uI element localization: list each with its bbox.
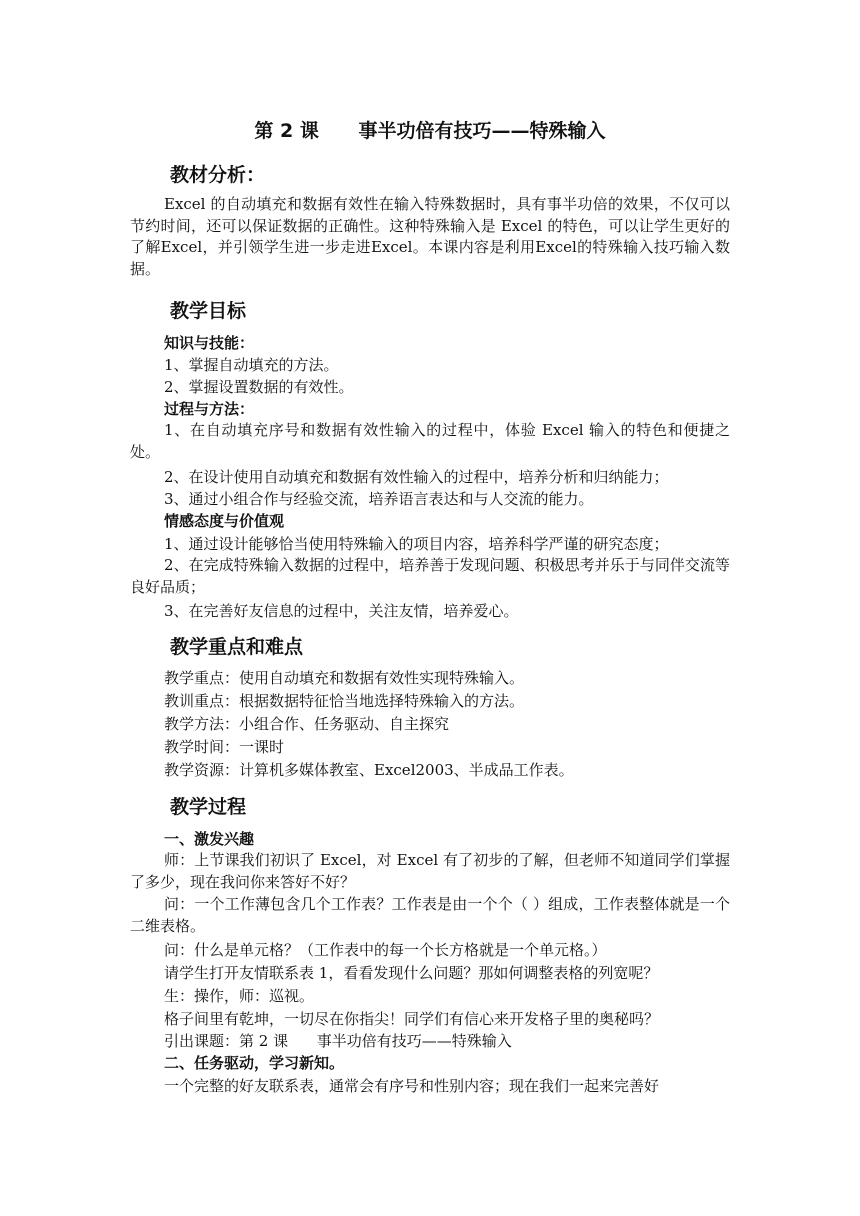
process-paragraph-5: 生：操作，师：巡视。 xyxy=(164,987,315,1005)
process-paragraph-1: 师：上节课我们初识了 Excel，对 Excel 有了初步的了解，但老师不知道同学们掌握了多少，现在我问你来答好不好？ xyxy=(130,851,730,891)
process-method-title: 过程与方法： xyxy=(164,400,255,418)
process-paragraph-4: 请学生打开友情联系表 1，看看发现什么问题？那如何调整表格的列宽呢？ xyxy=(164,964,659,982)
section-1-title: 一、激发兴趣 xyxy=(164,830,255,848)
heading-process: 教学过程 xyxy=(170,796,247,818)
knowledge-item-1: 1、掌握自动填充的方法。 xyxy=(164,356,339,374)
key-point-1: 教学重点：使用自动填充和数据有效性实现特殊输入。 xyxy=(164,669,525,687)
emotion-item-3: 3、在完善好友信息的过程中，关注友情，培养爱心。 xyxy=(164,602,519,620)
process-paragraph-7: 引出课题：第 2 课 事半功倍有技巧——特殊输入 xyxy=(164,1032,512,1050)
process-item-2: 2、在设计使用自动填充和数据有效性输入的过程中，培养分析和归纳能力； xyxy=(164,468,669,486)
emotion-item-1: 1、通过设计能够恰当使用特殊输入的项目内容，培养科学严谨的研究态度； xyxy=(164,535,669,553)
analysis-paragraph: Excel 的自动填充和数据有效性在输入特殊数据时，具有事半功倍的效果，不仅可以节约时间，还可以保证数据的正确性。这种特殊输入是 Excel 的特色，可以让学生更好的了解Excel，并引领学生进一步走进Excel。本课内容是利用Excel的特殊输入技巧输入数据。 xyxy=(130,195,730,278)
key-point-4: 教学时间：一课时 xyxy=(164,738,285,756)
heading-key-points: 教学重点和难点 xyxy=(170,636,304,658)
process-item-1: 1、在自动填充序号和数据有效性输入的过程中，体验 Excel 输入的特色和便捷之处。 xyxy=(130,421,730,461)
lesson-title: 第 2 课 事半功倍有技巧——特殊输入 xyxy=(254,120,606,142)
emotion-item-2: 2、在完成特殊输入数据的过程中，培养善于发现问题、积极思考并乐于与同伴交流等良好品质； xyxy=(130,556,730,596)
process-paragraph-3: 问：什么是单元格？（工作表中的每一个长方格就是一个单元格。） xyxy=(164,941,607,959)
emotion-title: 情感态度与价值观 xyxy=(164,512,285,530)
process-paragraph-8: 一个完整的好友联系表，通常会有序号和性别内容；现在我们一起来完善好 xyxy=(164,1077,660,1095)
knowledge-title: 知识与技能： xyxy=(164,334,255,352)
key-point-5: 教学资源：计算机多媒体教室、Excel2003、半成品工作表。 xyxy=(164,761,574,779)
knowledge-item-2: 2、掌握设置数据的有效性。 xyxy=(164,378,354,396)
process-paragraph-2: 问：一个工作薄包含几个工作表？工作表是由一个个（ ）组成，工作表整体就是一个二维表格。 xyxy=(130,895,730,935)
key-point-2: 教训重点：根据数据特征恰当地选择特殊输入的方法。 xyxy=(164,692,525,710)
heading-goals: 教学目标 xyxy=(170,300,247,322)
section-2-title: 二、任务驱动，学习新知。 xyxy=(164,1054,345,1072)
process-item-3: 3、通过小组合作与经验交流，培养语言表达和与人交流的能力。 xyxy=(164,490,594,508)
key-point-3: 教学方法：小组合作、任务驱动、自主探究 xyxy=(164,715,450,733)
heading-analysis: 教材分析： xyxy=(170,164,266,186)
process-paragraph-6: 格子间里有乾坤，一切尽在你指尖！同学们有信心来开发格子里的奥秘吗？ xyxy=(164,1010,660,1028)
